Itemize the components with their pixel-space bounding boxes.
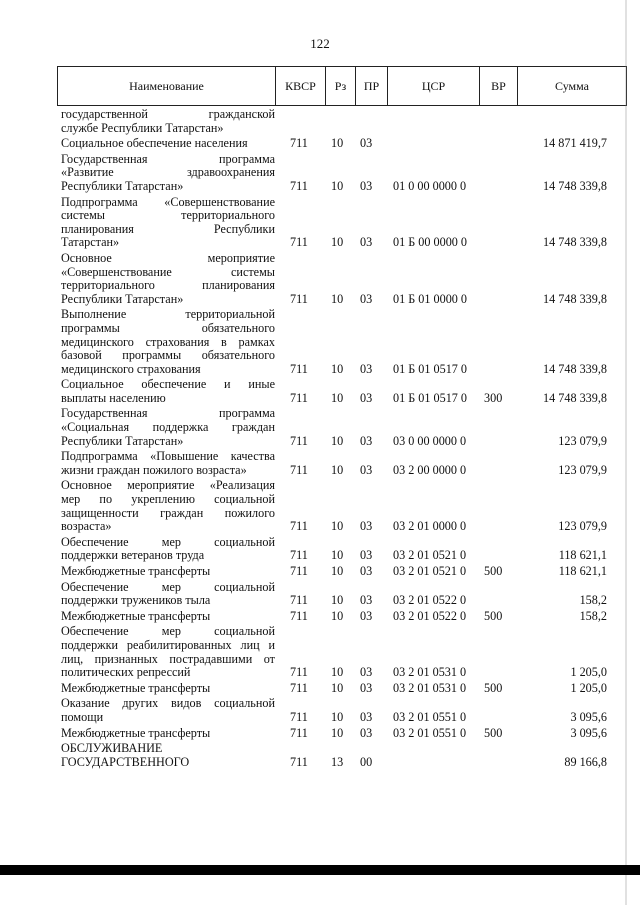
row-sum: 118 621,1 <box>558 564 607 578</box>
row-name-line: мер по укреплению социальной <box>61 493 275 507</box>
row-name-line: Межбюджетные трансферты <box>61 609 211 623</box>
row-sum: 3 095,6 <box>570 725 607 740</box>
table-row <box>0 565 640 579</box>
table-row <box>0 252 640 306</box>
row-kvsr: 711 <box>290 548 308 563</box>
row-csr: 01 Б 01 0517 0 <box>393 361 468 376</box>
row-name-line: помощи <box>61 710 104 724</box>
row-pr: 03 <box>360 725 373 740</box>
row-vr: 300 <box>484 390 503 405</box>
row-csr: 03 2 00 0000 0 <box>393 462 467 477</box>
row-name <box>61 727 275 741</box>
row-rz: 13 <box>331 754 344 769</box>
row-csr: 03 2 01 0551 0 <box>393 725 467 740</box>
row-name-line: планирования Республики <box>61 222 275 236</box>
row-pr: 03 <box>360 593 373 608</box>
row-name <box>61 581 275 608</box>
row-rz: 10 <box>331 235 344 250</box>
row-name-line: «Социальная поддержка граждан <box>61 421 275 435</box>
row-csr: 03 2 01 0522 0 <box>393 608 467 623</box>
row-vr: 500 <box>484 725 503 740</box>
row-csr: 03 2 01 0521 0 <box>393 548 467 563</box>
row-sum: 1 205,0 <box>570 665 607 680</box>
page-number: 122 <box>310 36 330 51</box>
row-name <box>61 153 275 194</box>
table-row <box>0 727 640 741</box>
header-vr: ВР <box>480 67 518 105</box>
row-sum: 14 748 339,8 <box>543 390 607 405</box>
row-csr: 03 2 01 0000 0 <box>393 519 467 534</box>
row-sum: 158,2 <box>579 608 607 623</box>
row-kvsr: 711 <box>290 593 308 608</box>
row-csr: 03 2 01 0531 0 <box>393 680 467 695</box>
row-kvsr: 711 <box>290 754 308 769</box>
row-pr: 03 <box>360 462 373 477</box>
row-rz: 10 <box>331 136 344 151</box>
row-name-line: системы территориального <box>61 209 275 223</box>
row-csr: 01 Б 01 0517 0 <box>393 390 468 405</box>
row-name-line: жизни граждан пожилого возраста» <box>61 463 247 477</box>
row-name-line: возраста» <box>61 520 112 534</box>
row-kvsr: 711 <box>290 291 308 306</box>
row-csr: 03 0 00 0000 0 <box>393 433 467 448</box>
row-kvsr: 711 <box>290 178 308 193</box>
row-name <box>61 697 275 724</box>
row-name <box>61 450 275 477</box>
row-sum: 118 621,1 <box>558 548 607 563</box>
row-kvsr: 711 <box>290 680 308 695</box>
header-name: Наименование <box>58 67 276 105</box>
row-name-line: ГОСУДАРСТВЕННОГО <box>61 755 190 769</box>
row-name <box>61 565 275 579</box>
row-pr: 03 <box>360 433 373 448</box>
row-sum: 123 079,9 <box>558 462 607 477</box>
row-csr: 01 Б 01 0000 0 <box>393 291 468 306</box>
row-kvsr: 711 <box>290 519 308 534</box>
row-rz: 10 <box>331 519 344 534</box>
row-name-line: Социальное обеспечение и иные <box>61 378 275 392</box>
row-sum: 123 079,9 <box>558 519 607 534</box>
row-name <box>61 742 275 769</box>
row-name-line: лиц, признанных пострадавшими от <box>61 652 275 666</box>
row-sum: 14 748 339,8 <box>543 235 607 250</box>
row-name-line: Подпрограмма «Повышение качества <box>61 450 275 464</box>
row-vr: 500 <box>484 608 503 623</box>
row-kvsr: 711 <box>290 361 308 376</box>
row-name-line: «Развитие здравоохранения <box>61 166 275 180</box>
header-sum: Сумма <box>555 78 589 93</box>
header-kvsr: КВСР <box>276 67 326 105</box>
row-name-line: поддержки реабилитированных лиц и <box>61 638 275 652</box>
row-sum: 14 748 339,8 <box>543 291 607 306</box>
row-name-line: выплаты населению <box>61 391 166 405</box>
row-name-line: защищенности граждан пожилого <box>61 506 275 520</box>
row-pr: 03 <box>360 361 373 376</box>
row-name-line: Обеспечение мер социальной <box>61 625 275 639</box>
row-csr: 03 2 01 0521 0 <box>393 564 467 578</box>
row-name-line: поддержки ветеранов труда <box>61 549 205 563</box>
row-rz: 10 <box>331 361 344 376</box>
row-kvsr: 711 <box>290 136 308 151</box>
row-rz: 10 <box>331 291 344 306</box>
row-kvsr: 711 <box>290 390 308 405</box>
row-name <box>61 308 275 376</box>
table-header <box>57 66 627 106</box>
row-name <box>61 196 275 250</box>
table-row <box>0 625 640 679</box>
row-name-line: Республики Татарстан» <box>61 179 184 193</box>
row-rz: 10 <box>331 178 344 193</box>
row-pr: 03 <box>360 564 373 578</box>
row-name-line: Межбюджетные трансферты <box>61 681 211 695</box>
table-row <box>0 742 640 769</box>
row-name-line: государственной гражданской <box>61 108 275 121</box>
row-name-line: поддержки тружеников тыла <box>61 594 211 608</box>
row-pr: 03 <box>360 680 373 695</box>
row-name-line: Татарстан» <box>61 236 120 250</box>
table-row <box>0 378 640 405</box>
table-body <box>0 108 640 771</box>
row-name <box>61 479 275 533</box>
row-name-line: Государственная программа <box>61 407 275 421</box>
row-name-line: Межбюджетные трансферты <box>61 726 211 740</box>
scan-bottom-bar <box>0 865 640 875</box>
row-kvsr: 711 <box>290 725 308 740</box>
row-rz: 10 <box>331 433 344 448</box>
row-kvsr: 711 <box>290 564 308 578</box>
row-rz: 10 <box>331 725 344 740</box>
row-rz: 10 <box>331 608 344 623</box>
row-name-line: «Совершенствование системы <box>61 265 275 279</box>
row-sum: 14 748 339,8 <box>543 178 607 193</box>
row-name-line: базовой программы обязательного <box>61 349 275 363</box>
table-row <box>0 479 640 533</box>
row-pr: 03 <box>360 235 373 250</box>
row-pr: 03 <box>360 390 373 405</box>
row-kvsr: 711 <box>290 235 308 250</box>
row-gap <box>0 769 640 771</box>
table-row <box>0 610 640 624</box>
row-sum: 1 205,0 <box>570 680 607 695</box>
row-sum: 14 871 419,7 <box>543 136 607 151</box>
row-name-line: Оказание других видов социальной <box>61 697 275 711</box>
row-name-line: программы обязательного <box>61 321 275 335</box>
row-name-line: Выполнение территориальной <box>61 308 275 322</box>
row-name-line: Республики Татарстан» <box>61 292 184 306</box>
row-pr: 03 <box>360 709 373 724</box>
row-name-line: Межбюджетные трансферты <box>61 565 211 578</box>
header-rz: Рз <box>326 67 356 105</box>
row-vr: 500 <box>484 680 503 695</box>
row-kvsr: 711 <box>290 462 308 477</box>
row-pr: 03 <box>360 548 373 563</box>
scan-edge <box>625 0 627 905</box>
row-rz: 10 <box>331 593 344 608</box>
row-vr: 500 <box>484 564 503 578</box>
row-name <box>61 137 275 151</box>
row-name-line: медицинского страхования в рамках <box>61 335 275 349</box>
row-name <box>61 682 275 696</box>
table-row <box>0 137 640 151</box>
row-sum: 89 166,8 <box>564 754 607 769</box>
row-pr: 03 <box>360 291 373 306</box>
row-rz: 10 <box>331 390 344 405</box>
row-pr: 03 <box>360 519 373 534</box>
row-name <box>61 536 275 563</box>
row-kvsr: 711 <box>290 608 308 623</box>
row-name <box>61 407 275 448</box>
table-row <box>0 450 640 477</box>
row-name-line: медицинского страхования <box>61 362 201 376</box>
row-pr: 03 <box>360 608 373 623</box>
row-csr: 01 0 00 0000 0 <box>393 178 467 193</box>
table-row <box>0 682 640 696</box>
row-kvsr: 711 <box>290 709 308 724</box>
row-name-line: Республики Татарстан» <box>61 434 184 448</box>
table-row <box>0 697 640 724</box>
table-row <box>0 407 640 448</box>
row-csr: 03 2 01 0551 0 <box>393 709 467 724</box>
row-sum: 14 748 339,8 <box>543 361 607 376</box>
row-name <box>61 378 275 405</box>
header-pr: ПР <box>356 67 388 105</box>
row-name-line: Социальное обеспечение населения <box>61 137 248 151</box>
table-row <box>0 153 640 194</box>
row-csr: 03 2 01 0522 0 <box>393 593 467 608</box>
header-csr: ЦСР <box>388 67 480 105</box>
row-rz: 10 <box>331 564 344 578</box>
row-rz: 10 <box>331 709 344 724</box>
table-row <box>0 536 640 563</box>
table-row <box>0 108 640 135</box>
row-sum: 158,2 <box>579 593 607 608</box>
row-pr: 03 <box>360 665 373 680</box>
row-name-line: службе Республики Татарстан» <box>61 121 224 135</box>
table-row <box>0 308 640 376</box>
row-sum: 3 095,6 <box>570 709 607 724</box>
row-name <box>61 108 275 135</box>
row-kvsr: 711 <box>290 665 308 680</box>
row-name-line: Основное мероприятие «Реализация <box>61 479 275 493</box>
row-pr: 03 <box>360 178 373 193</box>
table-row <box>0 581 640 608</box>
row-name <box>61 610 275 624</box>
row-name-line: Подпрограмма «Совершенствование <box>61 195 275 209</box>
row-csr: 01 Б 00 0000 0 <box>393 235 468 250</box>
row-pr: 03 <box>360 136 373 151</box>
row-rz: 10 <box>331 665 344 680</box>
table-row <box>0 196 640 250</box>
row-pr: 00 <box>360 754 373 769</box>
row-rz: 10 <box>331 462 344 477</box>
row-csr: 03 2 01 0531 0 <box>393 665 467 680</box>
row-name-line: ОБСЛУЖИВАНИЕ <box>61 742 163 756</box>
row-name-line: территориального планирования <box>61 279 275 293</box>
row-name-line: Основное мероприятие <box>61 251 275 265</box>
row-name-line: Обеспечение мер социальной <box>61 535 275 549</box>
row-name-line: Обеспечение мер социальной <box>61 580 275 594</box>
row-name <box>61 252 275 306</box>
row-rz: 10 <box>331 548 344 563</box>
row-name-line: политических репрессий <box>61 666 191 680</box>
row-rz: 10 <box>331 680 344 695</box>
row-kvsr: 711 <box>290 433 308 448</box>
row-name-line: Государственная программа <box>61 152 275 166</box>
row-sum: 123 079,9 <box>558 433 607 448</box>
row-name <box>61 625 275 679</box>
